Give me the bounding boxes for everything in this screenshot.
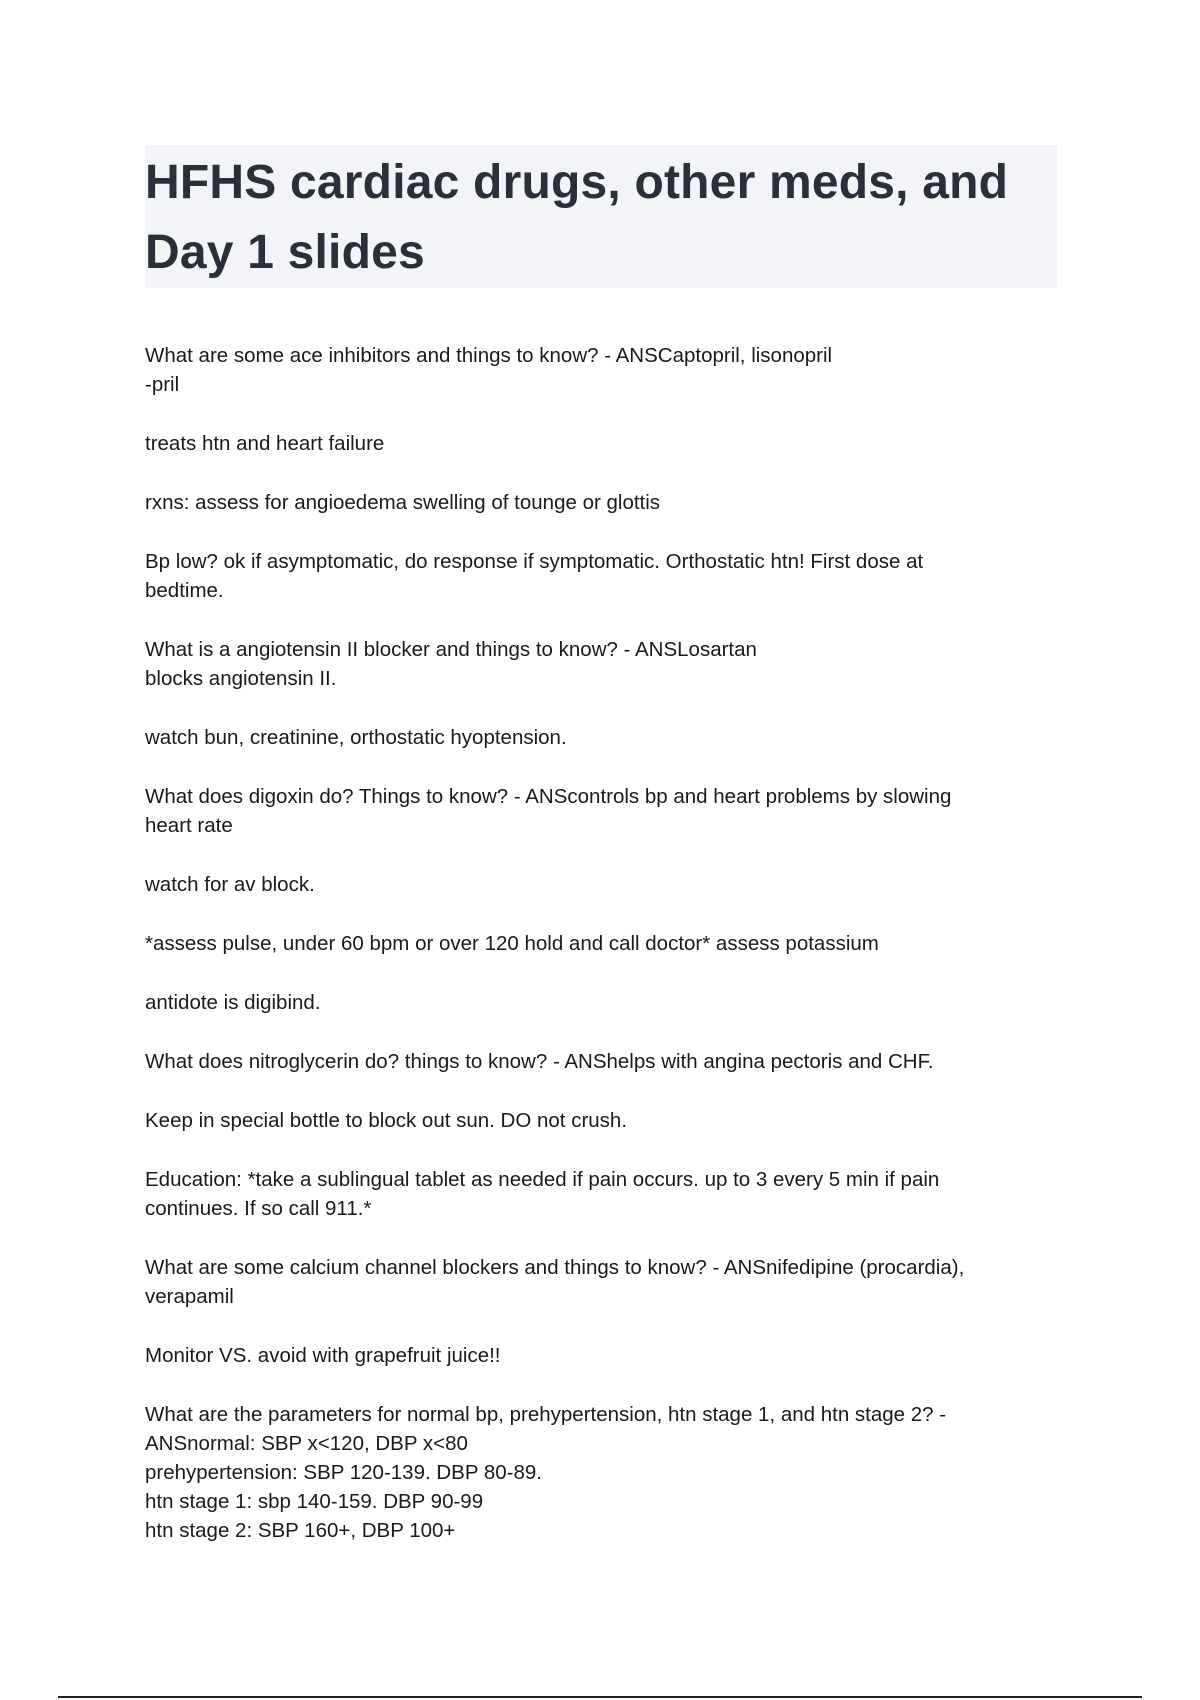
qa-paragraph — [145, 1400, 1045, 1545]
paragraph-line: *assess pulse, under 60 bpm or over 120 hold and call doctor* assess potassium — [145, 932, 879, 955]
title-line: HFHS cardiac drugs, other meds, and — [145, 156, 1009, 209]
paragraph-line: What is a angiotensin II blocker and things to know? - ANSLosartan — [145, 638, 757, 661]
paragraph-line: blocks angiotensin II. — [145, 667, 337, 690]
paragraph-line: prehypertension: SBP 120-139. DBP 80-89. — [145, 1461, 542, 1484]
paragraph-line: antidote is digibind. — [145, 991, 321, 1014]
paragraph-line: What are some calcium channel blockers and things to know? - ANSnifedipine (procardia), — [145, 1256, 965, 1279]
document-title — [145, 145, 1057, 288]
title-line: Day 1 slides — [145, 226, 425, 279]
paragraph-line: What are the parameters for normal bp, prehypertension, htn stage 1, and htn stage 2? - — [145, 1403, 947, 1426]
qa-paragraph — [145, 1047, 1045, 1076]
paragraph-line: htn stage 1: sbp 140-159. DBP 90-99 — [145, 1490, 484, 1513]
title-banner — [145, 145, 1057, 288]
paragraph-line: ANSnormal: SBP x<120, DBP x<80 — [145, 1432, 468, 1455]
paragraph-line: What does digoxin do? Things to know? - ANScontrols bp and heart problems by slowing — [145, 785, 952, 808]
paragraph-line: Keep in special bottle to block out sun. DO not crush. — [145, 1109, 628, 1132]
paragraph-line: bedtime. — [145, 579, 224, 602]
qa-paragraph — [145, 723, 1045, 752]
qa-paragraph — [145, 488, 1045, 517]
qa-paragraph — [145, 341, 1045, 399]
paragraph-line: continues. If so call 911.* — [145, 1197, 372, 1220]
qa-paragraph — [145, 635, 1045, 693]
paragraph-line: -pril — [145, 373, 180, 396]
paragraph-line: treats htn and heart failure — [145, 432, 385, 455]
qa-paragraph — [145, 782, 1045, 840]
qa-paragraph — [145, 1106, 1045, 1135]
paragraph-line: What does nitroglycerin do? things to know? - ANShelps with angina pectoris and CHF. — [145, 1050, 934, 1073]
paragraph-line: Education: *take a sublingual tablet as needed if pain occurs. up to 3 every 5 min if pain — [145, 1168, 940, 1191]
qa-paragraph — [145, 870, 1045, 899]
paragraph-line: rxns: assess for angioedema swelling of tounge or glottis — [145, 491, 661, 514]
paragraph-line: heart rate — [145, 814, 233, 837]
paragraph-line: watch bun, creatinine, orthostatic hyoptension. — [145, 726, 567, 749]
paragraph-line: verapamil — [145, 1285, 234, 1308]
qa-paragraph — [145, 1341, 1045, 1370]
paragraph-line: htn stage 2: SBP 160+, DBP 100+ — [145, 1519, 456, 1542]
qa-paragraph — [145, 429, 1045, 458]
qa-paragraph — [145, 547, 1045, 605]
footer-divider — [58, 1696, 1142, 1698]
paragraph-line: watch for av block. — [145, 873, 315, 896]
paragraph-line: Bp low? ok if asymptomatic, do response if symptomatic. Orthostatic htn! First dose at — [145, 550, 924, 573]
qa-paragraph — [145, 1253, 1045, 1311]
qa-paragraph — [145, 1165, 1045, 1223]
qa-paragraph — [145, 929, 1045, 958]
paragraph-line: Monitor VS. avoid with grapefruit juice!! — [145, 1344, 501, 1367]
document-body — [145, 341, 1045, 1575]
qa-paragraph — [145, 988, 1045, 1017]
paragraph-line: What are some ace inhibitors and things to know? - ANSCaptopril, lisonopril — [145, 344, 833, 367]
